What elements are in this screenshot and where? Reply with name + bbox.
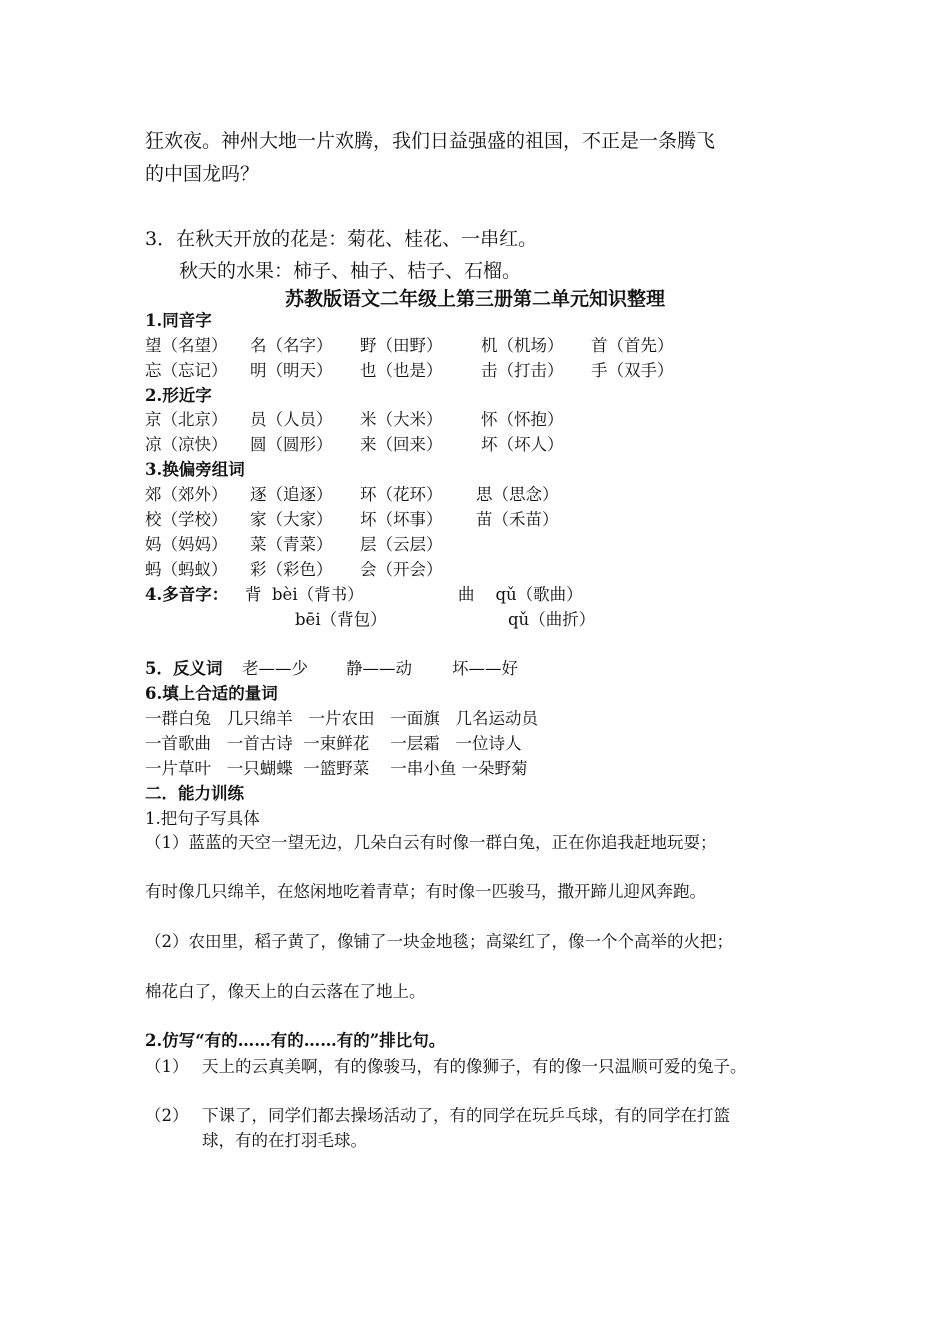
word-cell: 坏（坏人） (481, 435, 564, 454)
word-cell: 家（大家） (250, 510, 333, 529)
section-4-heading: 4.多音字： (145, 585, 229, 604)
word-cell: 菜（青菜） (250, 535, 333, 554)
example-2-line-1: 下课了，同学们都去操场活动了，有的同学在玩乒乓球，有的同学在打篮 (202, 1106, 730, 1125)
word-cell: 击（打击） (481, 361, 564, 380)
polyphone-bei-2: bēi（背包） (295, 610, 387, 629)
word-cell: 坏（坏事） (360, 510, 443, 529)
word-cell: 首（首先） (591, 336, 674, 355)
antonym-pair: 静——动 (346, 659, 412, 678)
word-cell: 郊（郊外） (145, 485, 228, 504)
word-cell: 京（北京） (145, 410, 228, 429)
word-cell: 会（开会） (360, 560, 443, 579)
part-2-heading: 二．能力训练 (145, 784, 244, 803)
word-cell: 思（思念） (476, 485, 559, 504)
paragraph-2-line-2: 棉花白了，像天上的白云落在了地上。 (145, 982, 426, 1001)
example-1-text: 天上的云真美啊，有的像骏马，有的像狮子，有的像一只温顺可爱的兔子。 (202, 1057, 747, 1076)
word-cell: 校（学校） (145, 510, 228, 529)
word-cell: 忘（忘记） (145, 361, 228, 380)
example-1-number: （1） (145, 1057, 189, 1076)
section-1-heading: 1.同音字 (145, 311, 212, 330)
polyphone-qu-1: 曲 qǔ（歌曲） (458, 585, 583, 604)
word-cell: 环（花环） (360, 485, 443, 504)
word-cell: 名（名字） (250, 336, 333, 355)
exercise-2-heading: 2.仿写“有的……有的……有的”排比句。 (145, 1031, 446, 1050)
paragraph-2-line-1: （2）农田里，稻子黄了，像铺了一块金地毯；高粱红了，像一个个高举的火把； (145, 932, 733, 951)
word-cell: 米（大米） (360, 410, 443, 429)
word-cell: 凉（凉快） (145, 435, 228, 454)
paragraph-1-line-2: 有时像几只绵羊，在悠闲地吃着青草；有时像一匹骏马，撒开蹄儿迎风奔跑。 (145, 882, 706, 901)
word-cell: 来（回来） (360, 435, 443, 454)
example-2-number: （2） (145, 1106, 189, 1125)
word-cell: 彩（彩色） (250, 560, 333, 579)
intro-line-1: 狂欢夜。神州大地一片欢腾，我们日益强盛的祖国，不正是一条腾飞 (145, 130, 716, 152)
polyphone-bei-1: 背 bèi（背书） (245, 585, 364, 604)
word-cell: 层（云层） (360, 535, 443, 554)
exercise-1-heading: 1.把句子写具体 (145, 809, 260, 828)
word-cell: 逐（追逐） (250, 485, 333, 504)
section-3-heading: 3.换偏旁组词 (145, 460, 245, 479)
item3-line-1: 3．在秋天开放的花是：菊花、桂花、一串红。 (145, 228, 538, 250)
word-cell: 野（田野） (360, 336, 443, 355)
example-2-line-2: 球，有的在打羽毛球。 (202, 1131, 367, 1150)
word-cell: 妈（妈妈） (145, 535, 228, 554)
page-title: 苏教版语文二年级上第三册第二单元知识整理 (284, 288, 665, 310)
word-cell: 望（名望） (145, 336, 228, 355)
section-5-heading: 5．反义词 (145, 659, 223, 678)
paragraph-1-line-1: （1）蓝蓝的天空一望无边，几朵白云有时像一群白兔，正在你追我赶地玩耍； (145, 833, 717, 852)
antonym-pair: 老——少 (242, 659, 308, 678)
item3-line-2: 秋天的水果：柿子、柚子、桔子、石榴。 (179, 260, 522, 282)
measure-word-row: 一首歌曲 一首古诗 一束鲜花 一层霜 一位诗人 (145, 734, 522, 753)
word-cell: 明（明天） (250, 361, 333, 380)
word-cell: 也（也是） (360, 361, 443, 380)
word-cell: 手（双手） (591, 361, 674, 380)
word-cell: 员（人员） (250, 410, 333, 429)
section-6-heading: 6.填上合适的量词 (145, 684, 278, 703)
measure-word-row: 一片草叶 一只蝴蝶 一篮野菜 一串小鱼 一朵野菊 (145, 759, 528, 778)
antonym-pair: 坏——好 (452, 659, 518, 678)
measure-word-row: 一群白兔 几只绵羊 一片农田 一面旗 几名运动员 (145, 709, 538, 728)
word-cell: 圆（圆形） (250, 435, 333, 454)
intro-line-2: 的中国龙吗？ (145, 163, 260, 185)
polyphone-qu-2: qǔ（曲折） (508, 610, 596, 629)
section-2-heading: 2.形近字 (145, 386, 212, 405)
word-cell: 机（机场） (481, 336, 564, 355)
word-cell: 苗（禾苗） (476, 510, 559, 529)
word-cell: 怀（怀抱） (481, 410, 564, 429)
word-cell: 蚂（蚂蚁） (145, 560, 228, 579)
